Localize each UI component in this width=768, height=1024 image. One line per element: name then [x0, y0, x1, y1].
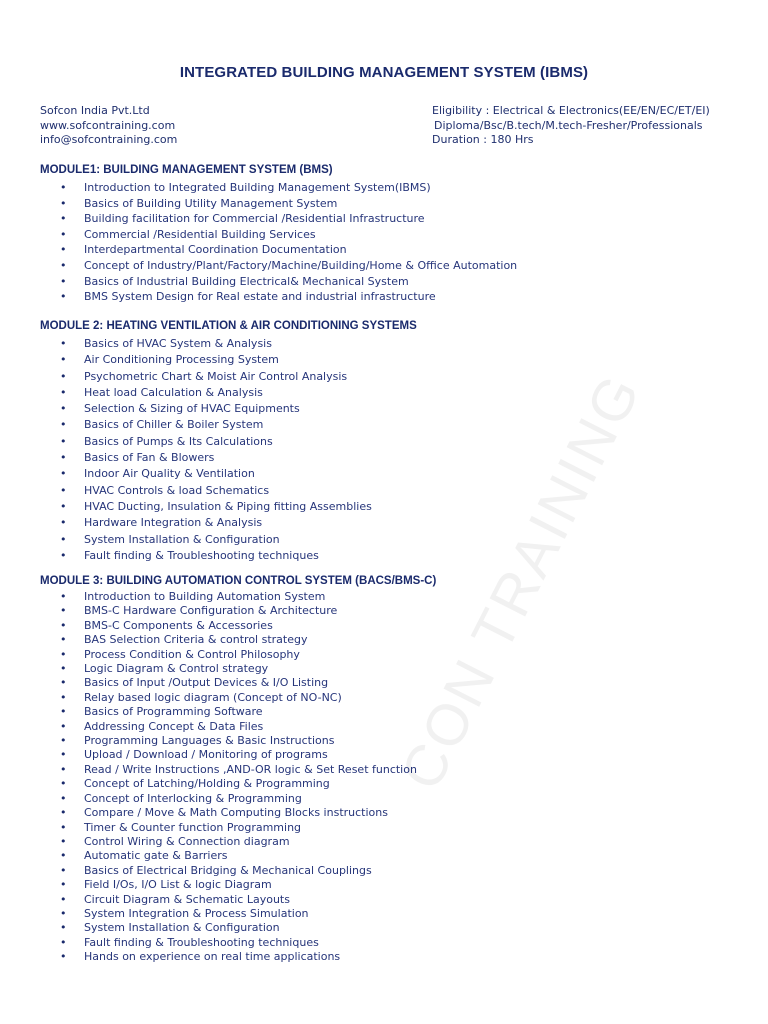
- module-1-heading: MODULE1: BUILDING MANAGEMENT SYSTEM (BMS): [40, 164, 333, 176]
- watermark: CON TRAINING: [388, 363, 654, 800]
- list-item: • Compare / Move & Math Computing Blocks instructions: [0, 806, 417, 820]
- list-item: • Psychometric Chart & Moist Air Control Analysis: [0, 369, 372, 385]
- module-3-list: [0, 590, 417, 965]
- list-item: • Interdepartmental Coordination Documentation: [0, 242, 517, 258]
- list-item: • Upload / Download / Monitoring of programs: [0, 748, 417, 762]
- course-info: [432, 104, 710, 148]
- list-item: • Basics of Programming Software: [0, 705, 417, 719]
- list-item: • Basics of Industrial Building Electrical& Mechanical System: [0, 274, 517, 290]
- list-item: • Control Wiring & Connection diagram: [0, 835, 417, 849]
- company-website: www.sofcontraining.com: [40, 118, 176, 132]
- module-2-list: [0, 336, 372, 564]
- list-item: • Relay based logic diagram (Concept of NO-NC): [0, 691, 417, 705]
- list-item: • Concept of Interlocking & Programming: [0, 792, 417, 806]
- list-item: • Process Condition & Control Philosophy: [0, 648, 417, 662]
- list-item: • Programming Languages & Basic Instructions: [0, 734, 417, 748]
- list-item: • Concept of Industry/Plant/Factory/Machine/Building/Home & Office Automation: [0, 258, 517, 274]
- list-item: • System Installation & Configuration: [0, 921, 417, 935]
- list-item: • Addressing Concept & Data Files: [0, 720, 417, 734]
- list-item: • Indoor Air Quality & Ventilation: [0, 466, 372, 482]
- company-info: [40, 104, 177, 148]
- list-item: • Selection & Sizing of HVAC Equipments: [0, 401, 372, 417]
- list-item: • Basics of Electrical Bridging & Mechanical Couplings: [0, 864, 417, 878]
- qualification-line: Diploma/Bsc/B.tech/M.tech-Fresher/Professionals: [434, 118, 703, 132]
- list-item: • Fault finding & Troubleshooting techniques: [0, 548, 372, 564]
- list-item: • Timer & Counter function Programming: [0, 821, 417, 835]
- company-name: Sofcon India Pvt.Ltd: [40, 104, 150, 117]
- eligibility-line: Eligibility : Electrical & Electronics(EE/EN/EC/ET/EI): [432, 104, 710, 117]
- list-item: • Concept of Latching/Holding & Programming: [0, 777, 417, 791]
- list-item: • Basics of Pumps & Its Calculations: [0, 434, 372, 450]
- list-item: • Basics of Input /Output Devices & I/O Listing: [0, 676, 417, 690]
- list-item: • Logic Diagram & Control strategy: [0, 662, 417, 676]
- list-item: • BMS-C Hardware Configuration & Architecture: [0, 604, 417, 618]
- list-item: • Field I/Os, I/O List & logic Diagram: [0, 878, 417, 892]
- module-3-heading: MODULE 3: BUILDING AUTOMATION CONTROL SYSTEM (BACS/BMS-C): [40, 575, 437, 587]
- list-item: • System Installation & Configuration: [0, 532, 372, 548]
- list-item: • Read / Write Instructions ,AND-OR logic & Set Reset function: [0, 763, 417, 777]
- document-title: INTEGRATED BUILDING MANAGEMENT SYSTEM (IBMS): [179, 64, 589, 81]
- list-item: • Introduction to Building Automation System: [0, 590, 417, 604]
- company-email: info@sofcontraining.com: [40, 133, 178, 146]
- list-item: • Introduction to Integrated Building Management System(IBMS): [0, 180, 517, 196]
- list-item: • Basics of Chiller & Boiler System: [0, 417, 372, 433]
- module-1-list: [0, 180, 517, 305]
- module-2-heading: MODULE 2: HEATING VENTILATION & AIR CONDITIONING SYSTEMS: [40, 320, 417, 332]
- list-item: • BMS-C Components & Accessories: [0, 619, 417, 633]
- list-item: • Air Conditioning Processing System: [0, 352, 372, 368]
- list-item: • Basics of HVAC System & Analysis: [0, 336, 372, 352]
- list-item: • Basics of Fan & Blowers: [0, 450, 372, 466]
- list-item: • Circuit Diagram & Schematic Layouts: [0, 893, 417, 907]
- list-item: • Automatic gate & Barriers: [0, 849, 417, 863]
- list-item: • Basics of Building Utility Management System: [0, 196, 517, 212]
- list-item: • System Integration & Process Simulation: [0, 907, 417, 921]
- list-item: • Hands on experience on real time applications: [0, 950, 417, 964]
- list-item: • Building facilitation for Commercial /Residential Infrastructure: [0, 211, 517, 227]
- list-item: • BMS System Design for Real estate and industrial infrastructure: [0, 289, 517, 305]
- list-item: • Commercial /Residential Building Services: [0, 227, 517, 243]
- list-item: • HVAC Ducting, Insulation & Piping fitting Assemblies: [0, 499, 372, 515]
- list-item: • Fault finding & Troubleshooting techniques: [0, 936, 417, 950]
- list-item: • HVAC Controls & load Schematics: [0, 483, 372, 499]
- duration-line: Duration : 180 Hrs: [432, 133, 534, 146]
- list-item: • BAS Selection Criteria & control strategy: [0, 633, 417, 647]
- list-item: • Hardware Integration & Analysis: [0, 515, 372, 531]
- list-item: • Heat load Calculation & Analysis: [0, 385, 372, 401]
